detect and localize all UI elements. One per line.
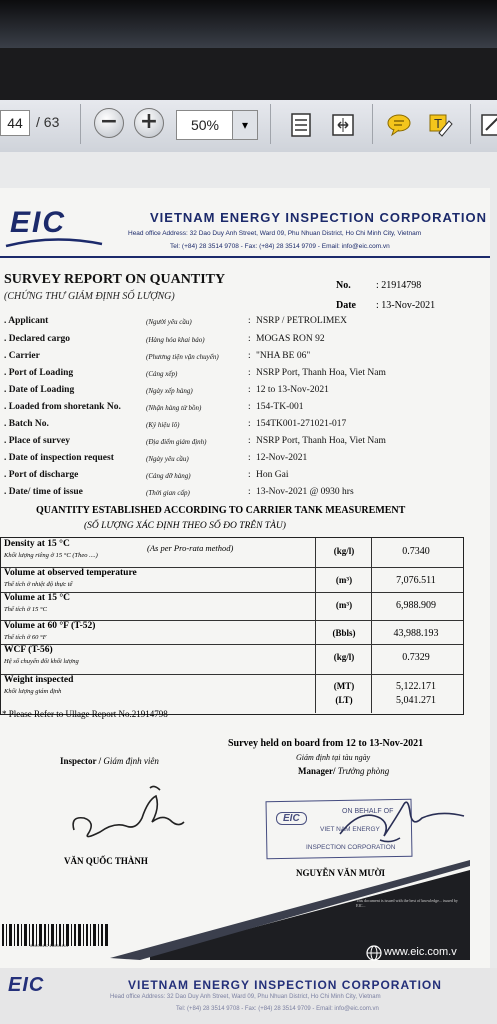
inspector-title (60, 756, 159, 766)
field-label-vn: (Ký hiệu lô) (146, 421, 180, 429)
field-row (0, 487, 490, 503)
quantity-value: 43,988.193 (393, 628, 439, 639)
field-value: Hon Gai (256, 470, 289, 480)
logo-swoosh (4, 236, 104, 248)
survey-held-text: Survey held on board from 12 to 13-Nov-2021 (228, 738, 424, 749)
quantity-row (1, 592, 463, 621)
quantity-label-vn: Thể tích ở 60 °F (4, 634, 47, 641)
quantity-row (1, 644, 463, 675)
report-title: SURVEY REPORT ON QUANTITY (4, 272, 226, 287)
ullage-reference-note: * Please Refer to Ullage Report No.21914798 (2, 709, 168, 719)
field-label-vn: (Cảng xếp) (146, 370, 178, 378)
zoom-dropdown-button[interactable]: ▾ (232, 110, 258, 140)
field-row (0, 470, 490, 486)
quantity-value: 6,988.909 (396, 600, 436, 611)
toolbar-separator (372, 104, 373, 144)
svg-text:T: T (434, 117, 442, 131)
field-label-vn: (Cảng dỡ hàng) (146, 472, 191, 480)
field-label: . Batch No. (4, 419, 49, 429)
field-value: 12-Nov-2021 (256, 453, 308, 463)
fit-page-icon[interactable] (288, 112, 314, 138)
field-colon: : (248, 385, 251, 395)
field-row (0, 351, 490, 367)
quantity-row (1, 538, 463, 568)
field-value: NSRP Port, Thanh Hoa, Viet Nam (256, 436, 386, 446)
field-label: . Date of inspection request (4, 453, 114, 463)
quantity-value: 7,076.511 (396, 575, 436, 586)
field-label: . Declared cargo (4, 334, 71, 344)
survey-held-vn: Giám định tại tàu ngày (296, 753, 371, 762)
field-colon: : (248, 470, 251, 480)
field-label: . Date/ time of issue (4, 487, 83, 497)
manager-label-vn: Trưởng phòng (337, 766, 390, 776)
field-label: . Port of Loading (4, 368, 74, 378)
quantity-label-vn: Khối lượng riêng ở 15 °C (Theo ....) (4, 552, 98, 559)
website-link: www.eic.com.v (384, 946, 457, 958)
company-name: VIETNAM ENERGY INSPECTION CORPORATION (128, 978, 442, 992)
field-colon: : (248, 316, 251, 326)
field-colon: : (248, 334, 251, 344)
quantity-label-vn: Khối lượng giám định (4, 688, 62, 695)
manager-signature (330, 788, 470, 848)
quantity-note: (As per Pro-rata method) (147, 543, 234, 553)
field-value: MOGAS RON 92 (256, 334, 325, 344)
quantity-row (1, 620, 463, 645)
field-value: 154-TK-001 (256, 402, 304, 412)
field-row (0, 316, 490, 332)
field-colon: : (248, 487, 251, 497)
stamp-logo: EIC (276, 812, 307, 825)
company-address: Head office Address: 32 Dao Duy Anh Street, Ward 09, Phu Nhuan District, Ho Chi Minh City, Vietnam (110, 994, 381, 1000)
quantity-label: Weight inspected (4, 675, 74, 685)
field-label-vn: (Thời gian cấp) (146, 489, 190, 497)
comment-icon[interactable] (386, 112, 412, 138)
stamp-line-3: INSPECTION CORPORATION (306, 844, 396, 851)
inspector-label-vn: Giám định viên (103, 756, 159, 766)
zoom-out-button[interactable]: − (94, 108, 124, 138)
field-value: 154TK001-271021-017 (256, 419, 347, 429)
field-label-vn: (Nhận hàng từ bồn) (146, 404, 202, 412)
quantity-label-vn: Hệ số chuyển đổi khối lượng (4, 658, 79, 665)
quantity-value: 0.7340 (402, 546, 430, 557)
quantity-value: 5,122.171 (396, 681, 436, 692)
toolbar-separator (270, 104, 271, 144)
quantity-unit: (m³) (335, 575, 353, 585)
globe-icon (366, 945, 382, 961)
field-row (0, 419, 490, 435)
viewer-top-bar (0, 0, 497, 48)
quantity-label: Volume at observed temperature (4, 568, 137, 578)
quantity-label: Volume at 60 °F (T-52) (4, 621, 96, 631)
quantity-value: 0.7329 (402, 652, 430, 663)
quantity-label: WCF (T-56) (4, 645, 53, 655)
company-contact: Tel: (+84) 28 3514 9708 - Fax: (+84) 28 3514 9709 - Email: info@eic.com.vn (170, 243, 390, 250)
quantity-unit: (kg/l) (333, 652, 355, 662)
field-label: . Carrier (4, 351, 40, 361)
footer-fine-print: This document is issued with the best of knowledge... issued by EIC... (356, 898, 458, 908)
quantity-label-vn: Thể tích ở 15 °C (4, 606, 47, 613)
report-date-label: Date (336, 300, 356, 311)
field-colon: : (248, 368, 251, 378)
highlight-text-icon[interactable] (428, 112, 454, 138)
zoom-in-button[interactable]: + (134, 108, 164, 138)
field-colon: : (248, 351, 251, 361)
field-colon: : (248, 453, 251, 463)
field-label: . Loaded from shoretank No. (4, 402, 121, 412)
page-total-label: / 63 (36, 114, 60, 130)
field-label-vn: (Ngày yêu cầu) (146, 455, 189, 463)
eic-logo: EIC (10, 206, 67, 239)
zoom-level-input[interactable]: 50% (176, 110, 234, 140)
field-colon: : (248, 419, 251, 429)
quantity-row (1, 567, 463, 593)
field-value: "NHA BE 06" (256, 351, 311, 361)
sign-icon[interactable] (480, 112, 497, 138)
field-colon: : (248, 402, 251, 412)
header-rule (0, 256, 490, 258)
quantity-unit: (kg/l) (333, 546, 355, 556)
field-value: 12 to 13-Nov-2021 (256, 385, 329, 395)
field-row (0, 436, 490, 452)
field-value: 13-Nov-2021 @ 0930 hrs (256, 487, 354, 497)
quantity-table (0, 537, 464, 715)
field-label: . Date of Loading (4, 385, 75, 395)
company-name: VIETNAM ENERGY INSPECTION CORPORATION (150, 210, 487, 225)
quantity-unit: (m³) (335, 600, 353, 610)
barcode-number: 0000044716084414 (30, 945, 69, 949)
fit-width-icon[interactable] (330, 112, 356, 138)
manager-name: NGUYỄN VĂN MƯỜI (296, 868, 385, 878)
manager-label: Manager/ (298, 766, 336, 776)
field-label: . Port of discharge (4, 470, 79, 480)
field-row (0, 453, 490, 469)
field-row (0, 402, 490, 418)
field-label: . Applicant (4, 316, 49, 326)
report-date-value: : 13-Nov-2021 (376, 300, 436, 311)
report-subtitle: (CHỨNG THƯ GIÁM ĐỊNH SỐ LƯỢNG) (4, 291, 175, 302)
field-label-vn: (Hàng hóa khai báo) (146, 336, 205, 344)
report-number-value: : 21914798 (376, 280, 422, 291)
field-row (0, 334, 490, 350)
quantity-value: 5,041.271 (396, 695, 436, 706)
eic-logo: EIC (8, 974, 45, 996)
company-contact: Tel: (+84) 28 3514 9708 - Fax: (+84) 28 3514 9709 - Email: info@eic.com.vn (176, 1006, 379, 1012)
quantity-label: Density at 15 °C (4, 539, 70, 549)
inspector-signature (66, 778, 196, 844)
page-number-input[interactable]: 44 (0, 110, 30, 136)
company-address: Head office Address: 32 Dao Duy Anh Street, Ward 09, Phu Nhuan District, Ho Chi Minh City, Vietnam (128, 230, 422, 237)
section-subtitle: (SỐ LƯỢNG XÁC ĐỊNH THEO SỐ ĐO TRÊN TÀU) (84, 521, 286, 531)
field-label-vn: (Phương tiện vận chuyển) (146, 353, 219, 361)
toolbar-separator (470, 104, 471, 144)
inspector-name: VĂN QUỐC THÀNH (64, 856, 148, 866)
field-label-vn: (Địa điểm giám định) (146, 438, 207, 446)
field-value: NSRP Port, Thanh Hoa, Viet Nam (256, 368, 386, 378)
stamp-line-1: ON BEHALF OF (342, 808, 394, 815)
quantity-label-vn: Thể tích ở nhiệt độ thực tế (4, 581, 73, 588)
field-label-vn: (Ngày xếp hàng) (146, 387, 193, 395)
field-label-vn: (Người yêu cầu) (146, 318, 192, 326)
stamp-line-2: VIET NAM ENERGY (320, 826, 380, 833)
quantity-unit: (LT) (335, 695, 353, 705)
quantity-unit: (Bbls) (332, 628, 356, 638)
manager-title (298, 766, 389, 776)
quantity-unit: (MT) (333, 681, 355, 691)
report-number-label: No. (336, 280, 351, 291)
toolbar-separator (80, 104, 81, 144)
quantity-label: Volume at 15 °C (4, 593, 70, 603)
quantity-row (1, 674, 463, 713)
field-value: NSRP / PETROLIMEX (256, 316, 347, 326)
field-row (0, 385, 490, 401)
section-title: QUANTITY ESTABLISHED ACCORDING TO CARRIER TANK MEASUREMENT (36, 505, 406, 516)
inspector-label: Inspector / (60, 756, 102, 766)
field-row (0, 368, 490, 384)
field-colon: : (248, 436, 251, 446)
field-label: . Place of survey (4, 436, 70, 446)
barcode (2, 924, 110, 946)
